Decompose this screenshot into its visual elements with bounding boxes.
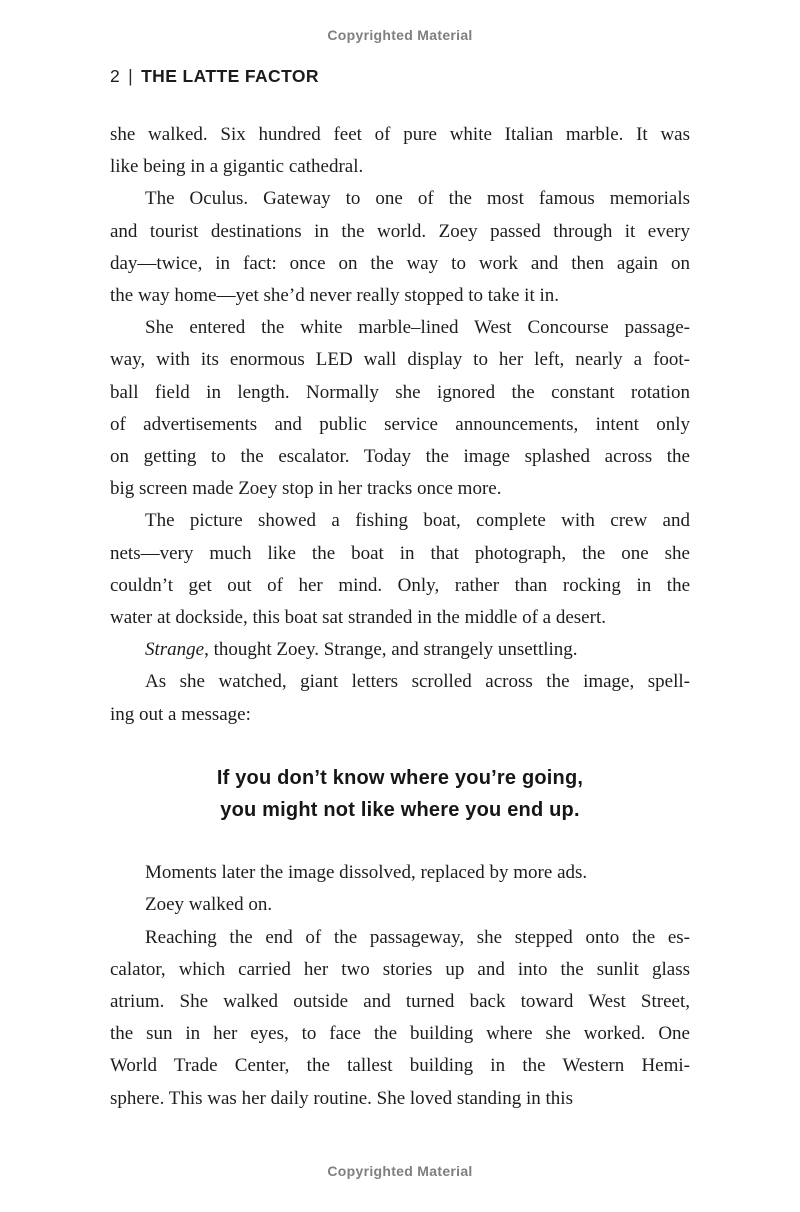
paragraph [110,634,690,666]
text-line: Strange, thought Zoey. Strange, and strangely unsettling. [145,639,578,661]
paragraph [110,119,690,183]
paragraph-group-after-quote [110,857,690,1115]
text-line: As she watched, giant letters scrolled across the image, spell- [145,671,690,693]
paragraph [110,889,690,921]
text-line: she walked. Six hundred feet of pure white Italian marble. It was [110,124,690,145]
text-line: of advertisements and public service announcements, intent only [110,413,690,435]
text-line: the sun in her eyes, to face the building where she worked. One [110,1023,690,1045]
text-line: Zoey walked on. [145,894,273,916]
text-line: like being in a gigantic cathedral. [110,156,364,178]
page-number: 2 [110,66,121,86]
running-head [110,66,319,87]
text-line: calator, which carried her two stories up and into the sunlit glass [110,958,690,980]
copyright-banner-bottom: Copyrighted Material [327,1163,473,1179]
paragraph-group-before-quote [110,119,690,731]
text-line: water at dockside, this boat sat stranded in the middle of a desert. [110,607,606,629]
text-line: She entered the white marble–lined West Concourse passage- [145,317,690,339]
pull-quote-line: If you don’t know where you’re going, [216,766,584,789]
running-head-separator: | [128,66,134,86]
paragraph [110,666,690,730]
text-line: the way home—yet she’d never really stopped to take it in. [110,285,560,307]
text-line: The picture showed a fishing boat, complete with crew and [145,510,690,532]
paragraph [110,922,690,1115]
text-line: way, with its enormous LED wall display to her left, nearly a foot- [110,349,690,371]
text-line: ball field in length. Normally she ignored the constant rotation [110,381,690,403]
pull-quote-line: you might not like where you end up. [220,799,580,822]
text-line: big screen made Zoey stop in her tracks once more. [110,478,502,500]
paragraph [110,183,690,312]
text-line: on getting to the escalator. Today the image splashed across the [110,446,690,468]
text-line: day—twice, in fact: once on the way to work and then again on [110,252,690,274]
text-line: couldn’t get out of her mind. Only, rather than rocking in the [110,574,690,596]
paragraph [110,505,690,634]
body-text [110,119,690,1115]
text-line: sphere. This was her daily routine. She loved standing in this [110,1087,573,1109]
paragraph [110,857,690,889]
copyright-banner-top: Copyrighted Material [327,27,473,43]
text-line: and tourist destinations in the world. Zoey passed through it every [110,220,690,242]
text-line: Moments later the image dissolved, replaced by more ads. [145,862,588,884]
text-line: nets—very much like the boat in that photograph, the one she [110,542,690,564]
pull-quote [110,762,690,826]
text-line: World Trade Center, the tallest building in the Western Hemi- [110,1055,690,1077]
text-line: Reaching the end of the passageway, she stepped onto the es- [145,926,690,948]
book-title: THE LATTE FACTOR [141,66,319,86]
paragraph [110,312,690,505]
text-line: The Oculus. Gateway to one of the most famous memorials [145,188,690,210]
text-line: ing out a message: [110,703,251,725]
text-line: atrium. She walked outside and turned back toward West Street, [110,991,690,1013]
